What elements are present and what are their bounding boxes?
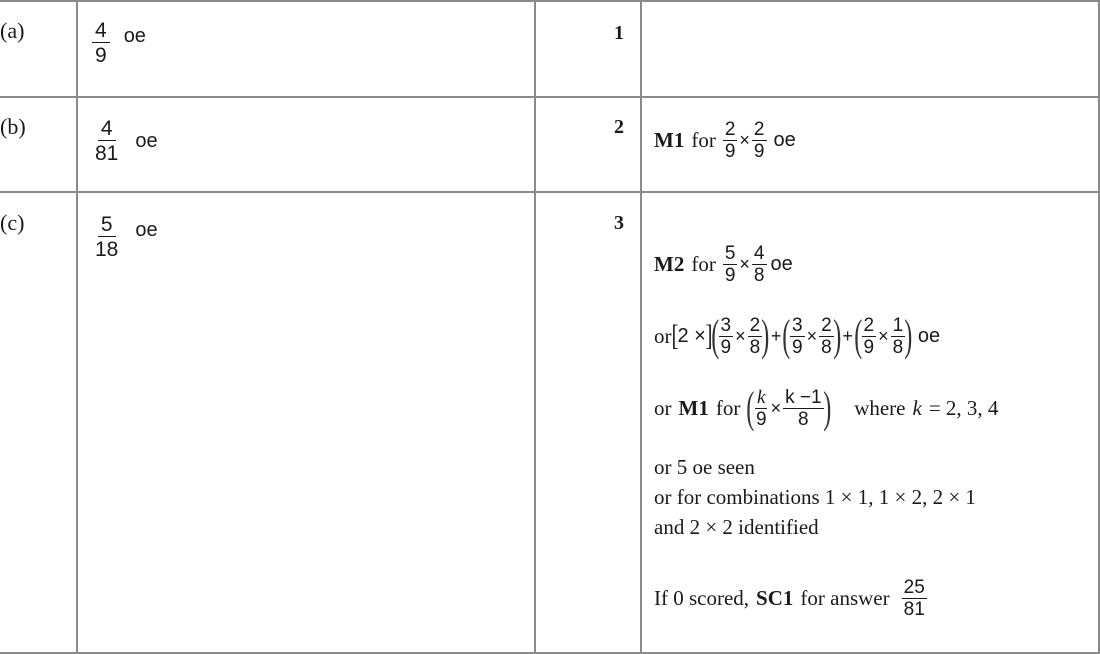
answer-cell [92, 20, 146, 66]
guidance-special-case: If 0 scored, SC1 for answer $\frac{25}{81}$ [654, 577, 925, 620]
guidance-alternative: or [ 2 × ] ( $\frac{3}{9}$ × $\frac{2}{8}$ ) + ( $\frac{3}{9}$ × $\frac{2}{8}$ ) + ( $\frac{2}{9}$ × $\frac{1}{8}$ ) oe [654, 311, 941, 360]
column-divider [534, 0, 536, 654]
answer-suffix: oe [135, 218, 158, 241]
guidance-line: or 5 oe seen [654, 455, 755, 479]
part-label: (b) [0, 114, 26, 139]
column-divider [640, 0, 642, 654]
answer-fraction: $\frac{4}{9}$ [92, 20, 110, 66]
guidance-line: or for combinations 1 × 1, 1 × 2, 2 × 1 [654, 485, 976, 509]
marks-value: 1 [614, 22, 624, 44]
guidance-line: and 2 × 2 identified [654, 515, 819, 539]
marks-value: 2 [614, 116, 624, 138]
answer-fraction: $\frac{5}{18}$ [95, 213, 119, 261]
column-divider [76, 0, 78, 654]
answer-suffix: oe [123, 24, 146, 47]
answer-fraction: $\frac{4}{81}$ [95, 117, 119, 165]
answer-cell [92, 118, 158, 164]
row-divider [0, 96, 1100, 98]
answer-suffix: oe [135, 129, 158, 152]
part-label: (a) [0, 18, 25, 43]
table-border-top [0, 0, 1100, 2]
marks-value: 3 [614, 212, 624, 234]
answer-cell [92, 214, 158, 260]
part-label: (c) [0, 210, 25, 235]
row-divider [0, 191, 1100, 193]
guidance-m1-alt: or M1 for ( $\frac{k}{9}$ × $\frac{k -1}{8}$ ) where k = 2, 3, 4 [654, 383, 999, 432]
guidance-m1: M1 for $\frac{2}{9}$ × $\frac{2}{9}$ oe [654, 119, 796, 162]
guidance-m2: M2 for $\frac{5}{9}$ × $\frac{4}{8}$ oe [654, 243, 793, 286]
